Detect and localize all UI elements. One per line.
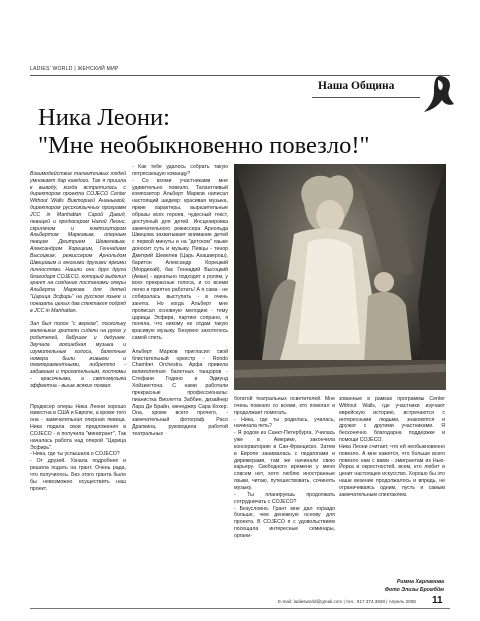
- column-3: богатой театральных осветителей. Мне очень повезло со всеми, кто помогал и продолжает помогать. - Ника, где ты родилась, училась, начинала петь? - Я родом из Санкт-Петербурга. Училась уже в Америке, закончила консерваторию в Сан-Франциско. Затем в Европе занималась с педагогами и дирижерами, там же начинали свою карьеру. Свободного времени у меня совсем нет, хотя люблю иностранные языки, читаю, путешествовать, сочинять музыку. - Ты планируешь продолжать сотрудничать с COJECO? - Безусловно. Грант мне дал гораздо больше, чем денежную основу для проекта. В COJECO я с удовольствием посещала интересные семинары, органи-: [234, 396, 335, 539]
- article-intro: Взаимодействие талантливых людей умножает дар каждого. Так я пришла к выводу, когда встретилась с директором проекта COJECO Center Without Walls Викторией Ананьевой, директором русскоязычных программ JCC in Manhattan Сарой Давид, певицей и продюсером Никой Леони, скрипачом и композитором Альбертом Марковым, оперным певцом Дмитрием Шевелевым, Александром Корецким, Геннадием Высоцким, режиссером Арнольдом Швецовым и многими другими яркими личностями. Нашли они друг друга благодаря COJECO, который выделил грант на создание постановки оперы Альберта Маркова для детей "Царица Эсфирь" на русском языке и показать целых два спектакля подряд в JCC in Manhattan. Зал был полон "с верхом", поскольку маленькие зрители сидели на руках у родителей, бабушек и дедушек. Звучала волшебная музыка и изумительные голоса, балетные номера были живыми и темпераментными, либретто - забавным и трогательным, костюмы - красочными, а светомузыка эффектна - выше всяких похвал.: [30, 170, 126, 389]
- column-4: зованные в рамках программы Center Without Walls, где участники изучают еврейскую историю, встречаются с интересными людьми, знакомятся и дружат с другими участниками. Я бесконечно благодарна поддержке и помощи COJECO. Ника Леони считает, что ей необыкновенно повезло. А мне кажется, что больше всего повезло нам с вами - эмигрантам из Нью-Йорка и окрестностей, всем, кто любит и ценит настоящее искусство. Хорошо бы это наше везение продолжалось и впредь, не ограничиваясь одним, пусть и самым замечательным спектаклем.: [339, 396, 445, 498]
- article-body-start: Продюсер оперы Ника Леони хорошо известна в США и Европе, а кроме того она - замечательная оперная певица. Ника подала свои предложения в COJECO - и получила "минигрант". Так началась работа над оперой "Царица Эсфирь". - Ника, где ты услышала о COJECO? - От друзей. Узнала подробнее и решила подать на грант. Очень рада, что получилось. Без этого гранта было бы невозможно осуществить наш проект.: [30, 403, 126, 492]
- headline-line-2: "Мне необыкновенно повезло!": [38, 132, 370, 159]
- author-name: Римма Харламова: [396, 579, 444, 585]
- article-credits: [339, 578, 444, 594]
- footer-month: Апрель 2008: [388, 599, 416, 604]
- footer-email: E-mail: ladiesworld@gmail.com: [278, 599, 343, 604]
- section-rule: [312, 97, 420, 98]
- column-1: [30, 164, 126, 601]
- header-rule: [30, 75, 450, 76]
- page-footer: E-mail: ladiesworld@gmail.com | тел.: 917.374.3828 | Апрель 2008: [278, 599, 416, 604]
- article-headline: [38, 104, 458, 160]
- page-number: 11: [432, 595, 443, 606]
- section-title: Наша Община: [318, 80, 395, 92]
- headline-line-1: Ника Леони:: [38, 104, 170, 131]
- running-head: LADIES' WORLD | ЖЕНСКИЙ МИР: [30, 66, 119, 72]
- footer-phone: тел.: 917.374.3828: [345, 599, 385, 604]
- photo-credit: Фото Элизы Бромбйм: [384, 587, 444, 593]
- column-2: - Как тебе удалось собрать такую потрясающую команду? - Со всеми участниками мне удивительно повезло. Талантливый композитор Альберт Марков написал настоящий шедевр: красивая музыка, яркие характеры, выразительные образы всех героев, чудесный текст, доступный для детей. Инсценировка замечательного режиссера Арнольда Швецова захватывает внимание детей с первой минуты и на "детском" языке доносит суть и музыку. Певцы - тенор Дмитрий Шевелев (Царь Ахашверош), баритон Александр Корецкий (Мордехай), бас Геннадий Высоцкий (Аман) - идеально подходят к ролям, у всех прекрасные голоса, и со всеми легко и приятно работать! А я сама - не собиралась выступать - в очень занята. Но когда Альберт мне прописал основную мелодию - тему царицы Эсфири, партию сопрано, я поняла, что никому не отдам такую красивую музыку. Безумно захотелось самой спеть. Альберт Марков пригласил свой блистательный оркестр - Rondo Chamber Orchestra. Арфа привела великолепная балетных танцоров - Стефани Годино и Эдмунд Хойзингтона. С нами работали прекрасные профессионалы: пианистка Виолетта Заббин, дизайнер Лара Де Брайн, менеджер Сара Кохер. Она, кроме всего прочего, - замечательный фотограф. Расо Драпкина, руководила работой театральных: [132, 164, 228, 437]
- footer-rule: [30, 608, 450, 609]
- opera-stage-photo: [234, 164, 446, 390]
